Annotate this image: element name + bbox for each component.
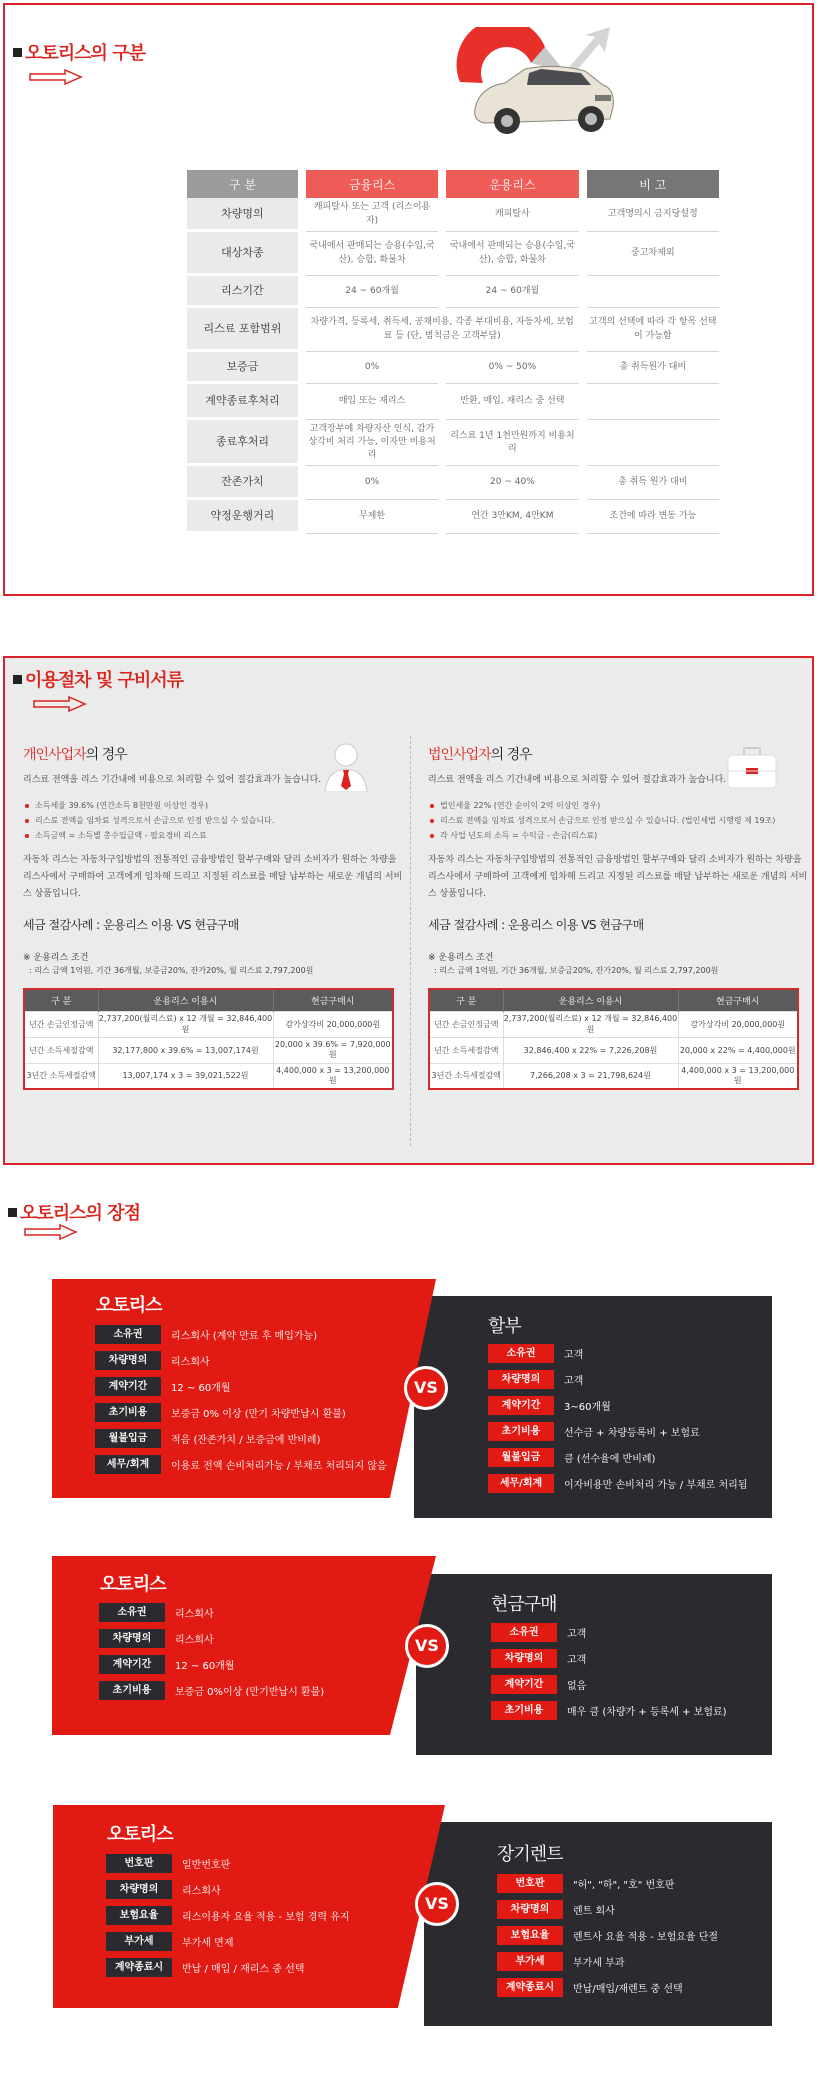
list-item: 법인세율 22% (연간 순이익 2억 이상인 경우) (428, 798, 808, 813)
list-item: 소유권 고객 (491, 1623, 586, 1642)
list-item: 번호판 "허", "하", "호" 번호판 (497, 1874, 674, 1893)
bullet-list (428, 798, 808, 843)
list-item: 각 사업 년도의 소득 = 수익금 - 손금(리스료) (428, 828, 808, 843)
list-item: 계약종료시 반납/매입/재렌트 중 선택 (497, 1978, 683, 1997)
list-item: 초기비용 선수금 + 차량등록비 + 보험료 (488, 1422, 700, 1441)
car-illustration (445, 27, 630, 147)
list-item: 초기비용 보증금 0%이상 (만기반납시 환불) (99, 1681, 324, 1700)
header-note: 비 고 (587, 170, 719, 198)
list-item: 차량명의 렌트 회사 (497, 1900, 615, 1919)
table-row: 년간 손금인정금액 2,737,200(월리스료) x 12 개월 = 32,846,400원 감가상각비 20,000,000원 (24, 1011, 393, 1037)
panel-title: 장기렌트 (497, 1844, 563, 1865)
list-item: 소유권 리스회사 (99, 1603, 214, 1622)
list-item: 부가세 부가세 부과 (497, 1952, 624, 1971)
header-finance-lease: 금융리스 (306, 170, 438, 198)
panel-title: 현금구매 (491, 1594, 557, 1615)
list-item: 초기비용 매우 큼 (차량가 + 등록세 + 보험료) (491, 1701, 727, 1720)
table-row: 보증금 0% 0% ~ 50% 총 취득원가 대비 (187, 352, 719, 384)
square-bullet-icon (8, 1208, 17, 1217)
list-item: 초기비용 보증금 0% 이상 (만기 차량반납시 환불) (95, 1403, 346, 1422)
body-text: 자동차 리스는 자동차구입방법의 전통적인 금융방법인 할부구매와 달리 소비자가 원하는 차량을 리스사에서 구매하여 고객에게 임차해 드리고 지정된 리스료를 매달 납부하는 새로운 개념의 서비스 상품입니다. (23, 855, 403, 899)
column-title: 개인사업자의 경우 (23, 747, 127, 763)
table-row: 차량명의 캐피탈사 또는 고객 (리스이용자) 캐피탈사 고객명의시 금지당설정 (187, 198, 719, 232)
lease-comparison-table (179, 170, 727, 534)
individual-business-column (23, 744, 403, 1090)
tax-table: 구 분 운용리스 이용시 현금구매시 년간 손금인정금액 2,737,200(월리스료) x 12 개월 = 32,846,400원 감가상각비 20,000,000원 년간 소득세절감액 32,846,400 x 22% = 7,226,208원 20,000 x 22% = 4,400,000원 3년간 소득세절감액 7,266,208 x 3 = 21,798,624원 4,400,000 x 3 = 13,200,000원 (428, 988, 799, 1090)
right-arrow-icon (29, 69, 83, 85)
header-operating-lease: 운용리스 (446, 170, 578, 198)
section-title: 이용절차 및 구비서류 (13, 666, 183, 692)
table-row: 종료후처리 고객장부에 차량자산 인식, 감가상각비 처리 가능, 이자만 비용처리 리스료 1년 1천만원까지 비용처리 (187, 420, 719, 466)
table-row: 년간 소득세절감액 32,177,800 x 39.6% = 13,007,174원 20,000 x 39.6% = 7,920,000원 (24, 1037, 393, 1063)
table-row: 년간 손금인정금액 2,737,200(월리스료) x 12 개월 = 32,846,400원 감가상각비 20,000,000원 (429, 1011, 798, 1037)
tax-table: 구 분 운용리스 이용시 현금구매시 년간 손금인정금액 2,737,200(월리스료) x 12 개월 = 32,846,400원 감가상각비 20,000,000원 년간 소득세절감액 32,177,800 x 39.6% = 13,007,174원 20,000 x 39.6% = 7,920,000원 3년간 소득세절감액 13,007,174 x 3 = 39,021,522원 4,400,000 x 3 = 13,200,000원 (23, 988, 394, 1090)
list-item: 계약기간 12 ~ 60개월 (95, 1377, 231, 1396)
list-item: 세무/회계 이자비용만 손비처리 가능 / 부채로 처리됨 (488, 1474, 747, 1493)
list-item: 차량명의 고객 (491, 1649, 586, 1668)
list-item: 소득금액 = 소득별 총수입금액 - 필요경비 리스료 (23, 828, 403, 843)
table-row: 리스료 포함범위 차량가격, 등록세, 취득세, 공채비용, 각종 부대비용, 자동차세, 보험료 등 (단, 범칙금은 고객부담) 고객의 선택에 따라 각 항목 선택이 가능함 (187, 308, 719, 352)
column-divider (410, 736, 411, 1146)
list-item: 계약기간 없음 (491, 1675, 586, 1694)
body-text: 자동차 리스는 자동차구입방법의 전통적인 금융방법인 할부구매와 달리 소비자가 원하는 차량을 리스사에서 구매하여 고객에게 임차해 드리고 지정된 리스료를 매달 납부하는 새로운 개념의 서비스 상품입니다. (428, 855, 808, 899)
list-item: 계약기간 3~60개월 (488, 1396, 611, 1415)
table-row: 년간 소득세절감액 32,846,400 x 22% = 7,226,208원 20,000 x 22% = 4,400,000원 (429, 1037, 798, 1063)
list-item: 차량명의 리스회사 (99, 1629, 214, 1648)
list-item: 소득세율 39.6% (연간소득 8천만원 이상인 경우) (23, 798, 403, 813)
corporate-business-column (428, 744, 808, 1090)
table-row: 대상차종 국내에서 판매되는 승용(수입,국산), 승합, 화물차 국내에서 판매되는 승용(수입,국산), 승합, 화물차 중고차제외 (187, 232, 719, 276)
table-row: 3년간 소득세절감액 13,007,174 x 3 = 39,021,522원 4,400,000 x 3 = 13,200,000원 (24, 1063, 393, 1089)
condition-text: : 리스 금액 1억원, 기간 36개월, 보증금20%, 잔가20%, 월 리스료 2,797,200원 (434, 966, 719, 975)
lead-text: 리스료 전액을 리스 기간내에 비용으로 처리할 수 있어 절감효과가 높습니다. (23, 775, 322, 785)
list-item: 소유권 고객 (488, 1344, 583, 1363)
panel-title: 오토리스 (107, 1824, 173, 1845)
square-bullet-icon (13, 675, 22, 684)
list-item: 보험요율 리스이용자 요율 적용 - 보험 경력 유지 (106, 1906, 350, 1925)
list-item: 세무/회계 이용료 전액 손비처리가능 / 부채로 처리되지 않음 (95, 1455, 387, 1474)
list-item: 부가세 부가세 면제 (106, 1932, 233, 1951)
vs-badge: VS (405, 1624, 449, 1668)
table-row: 리스기간 24 ~ 60개월 24 ~ 60개월 (187, 276, 719, 308)
panel-title: 오토리스 (100, 1574, 166, 1595)
right-arrow-icon (33, 696, 87, 712)
table-row: 약정운행거리 무제한 연간 3만KM, 4만KM 조건에 따라 변동 가능 (187, 500, 719, 534)
list-item: 번호판 일반번호판 (106, 1854, 230, 1873)
condition-title: ※ 운용리스 조건 (428, 953, 494, 963)
table-row: 계약종료후처리 매입 또는 재리스 반환, 매입, 재리스 중 선택 (187, 384, 719, 420)
section-title: 오토리스의 장점 (8, 1199, 140, 1225)
list-item: 리스료 전액을 임차료 성격으로서 손금으로 인정 받으실 수 있습니다. (23, 813, 403, 828)
panel-title: 할부 (488, 1316, 521, 1337)
tax-title: 세금 절감사례 : 운용리스 이용 VS 현금구매 (23, 918, 239, 932)
condition-text: : 리스 금액 1억원, 기간 36개월, 보증금20%, 잔가20%, 월 리스료 2,797,200원 (29, 966, 314, 975)
tax-title: 세금 절감사례 : 운용리스 이용 VS 현금구매 (428, 918, 644, 932)
list-item: 계약종료시 반납 / 매입 / 재리스 중 선택 (106, 1958, 304, 1977)
table-row: 3년간 소득세절감액 7,266,208 x 3 = 21,798,624원 4,400,000 x 3 = 13,200,000원 (429, 1063, 798, 1089)
list-item: 리스료 전액을 임차료 성격으로서 손금으로 인정 받으실 수 있습니다. (법인세법 시행령 제 19조) (428, 813, 808, 828)
lease-types-section (3, 3, 814, 596)
list-item: 소유권 리스회사 (계약 만료 후 매입가능) (95, 1325, 317, 1344)
header-category: 구 분 (187, 170, 298, 198)
list-item: 차량명의 고객 (488, 1370, 583, 1389)
list-item: 차량명의 리스회사 (95, 1351, 210, 1370)
list-item: 보험요율 렌트사 요율 적용 - 보험요율 단절 (497, 1926, 718, 1945)
list-item: 계약기간 12 ~ 60개월 (99, 1655, 235, 1674)
panel-title: 오토리스 (96, 1295, 162, 1316)
condition-title: ※ 운용리스 조건 (23, 953, 89, 963)
table-row: 잔존가치 0% 20 ~ 40% 총 취득 원가 대비 (187, 466, 719, 500)
list-item: 월불입금 큼 (선수율에 반비례) (488, 1448, 655, 1467)
column-title: 법인사업자의 경우 (428, 747, 532, 763)
section-title: 오토리스의 구분 (13, 39, 145, 65)
vs-badge: VS (404, 1366, 448, 1410)
vs-badge: VS (415, 1882, 459, 1926)
list-item: 차량명의 리스회사 (106, 1880, 221, 1899)
square-bullet-icon (13, 48, 22, 57)
right-arrow-icon (24, 1224, 78, 1240)
cash-purchase-panel (416, 1574, 772, 1755)
procedure-section (3, 656, 814, 1165)
bullet-list (23, 798, 403, 843)
list-item: 월불입금 적음 (잔존가치 / 보증금에 반비례) (95, 1429, 320, 1448)
lead-text: 리스료 전액을 리스 기간내에 비용으로 처리할 수 있어 절감효과가 높습니다. (428, 775, 727, 785)
